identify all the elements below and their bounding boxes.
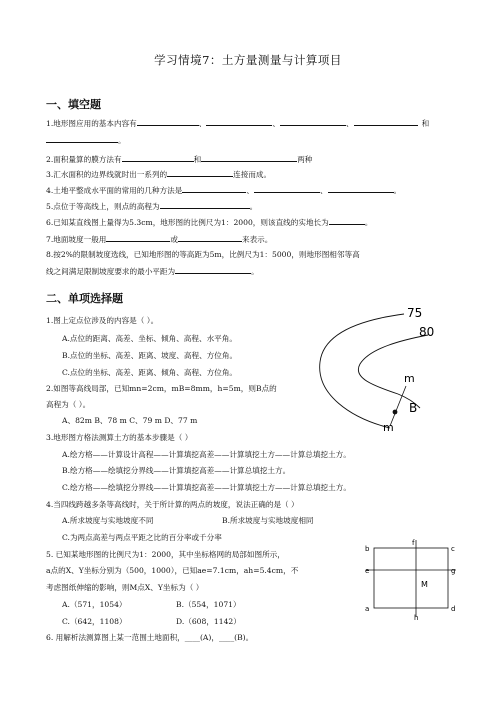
end-mark: 。 (118, 136, 126, 145)
q8-text-cont: 线之间满足限制坡度要求的最小平距为 (46, 267, 176, 276)
mc-question-4: 4.当四线跨越多条等高线时，关于所计算的两点的坡度，说法正确的是（ ） (46, 500, 299, 509)
mc-q1-option-a: A.点位的距离、高差、坐标、倾角、高程、水平角。 (62, 334, 237, 343)
blank[interactable] (167, 168, 233, 177)
question-4 (46, 184, 401, 196)
blank[interactable] (46, 134, 118, 143)
mc-q4-option-a: A.所求坡度与实地坡度不同 (62, 516, 154, 525)
q2-text-end: 两种 (297, 155, 313, 164)
label-h: h (414, 614, 419, 620)
q2-text: 2.面积量算的膜方法有 (46, 155, 122, 164)
q3-text-end: 连接而成。 (233, 170, 272, 179)
blank[interactable] (206, 117, 272, 126)
mc-q5-option-b: B.（554，1071） (176, 600, 241, 609)
label-c: c (451, 545, 455, 553)
contour-80 (358, 335, 428, 408)
and-text: 和 (193, 155, 202, 164)
separator: 、 (246, 186, 254, 195)
label-m: M (421, 580, 428, 589)
q1-text: 1.地形图应用的基本内容有 (46, 119, 137, 128)
mc-question-5: 5. 已知某地形图的比例尺为1：2000，其中坐标格网的局部如图所示， (46, 550, 285, 559)
q7-text: 7.地面坡度一般用 (46, 235, 107, 244)
question-1-cont (46, 134, 126, 146)
page-title: 学习情境7：土方量测量与计算项目 (154, 53, 342, 67)
blank[interactable] (106, 233, 170, 242)
mc-q1-option-b: B.点位的坐标、高差、距离、坡度、高程、方位角。 (62, 351, 238, 360)
blank[interactable] (201, 153, 297, 162)
mc-q1-option-c: C.点位的坐标、高差、距离、倾角、高程、方位角。 (62, 368, 238, 377)
question-5 (46, 200, 257, 212)
section-heading-single-choice: 二、单项选择题 (46, 292, 123, 305)
end-mark: 。 (364, 218, 373, 227)
blank[interactable] (122, 153, 194, 162)
blank[interactable] (178, 233, 242, 242)
q3-text: 3.汇水面积的边界线就时出一系列的 (46, 170, 168, 179)
end-mark: 。 (393, 186, 402, 195)
grid-square (374, 548, 448, 608)
mc-q2-options: A、82m B、78 m C、79 m D、77 m (62, 416, 198, 425)
blank[interactable] (160, 200, 250, 209)
question-7 (46, 233, 272, 245)
mc-q3-option-c: C.绘方格——绘填挖分界线——计算填挖高差——计算填挖土方——计算总填挖土方。 (62, 483, 351, 492)
question-2 (46, 153, 312, 165)
question-1 (46, 117, 429, 129)
blank[interactable] (354, 117, 418, 126)
or-text: 或 (170, 235, 178, 244)
blank[interactable] (137, 117, 199, 126)
mc-q3-option-b: B.绘方格——绘填挖分界线——计算填挖高差——计算总填挖土方。 (62, 466, 291, 475)
mc-q5-option-a: A.（571，1054） (62, 600, 127, 609)
label-b: B (409, 401, 418, 415)
and-text: 和 (421, 119, 430, 128)
grid-figure (362, 538, 458, 620)
q7-text-end: 来表示。 (242, 235, 273, 244)
question-6 (46, 216, 372, 228)
end-mark: 。 (251, 267, 259, 276)
label-75: 75 (407, 306, 423, 320)
blank[interactable] (329, 216, 365, 225)
label-d: d (451, 605, 456, 613)
q6-text: 6.已知某直线图上量得为5.3cm，地形图的比例尺为1：2000，则该直线的实地长为 (46, 218, 329, 227)
question-8 (46, 250, 360, 260)
mc-q5-option-c: C.（642，1108） (62, 617, 127, 626)
mc-q5-option-d: D.（608，1142） (176, 617, 241, 626)
mc-question-5-cont1: a点的X、Y坐标分别为（500，1000），已知ae=7.1cm，ah=5.4cm，不 (46, 566, 299, 575)
label-m-bottom: m (383, 421, 394, 434)
blank[interactable] (280, 117, 346, 126)
separator: 、 (198, 119, 207, 128)
label-m-top: m (404, 372, 415, 385)
contour-figure (316, 302, 446, 434)
blank[interactable] (182, 184, 246, 193)
mc-question-1: 1.图上定点位涉及的内容是（ ）。 (46, 316, 159, 325)
mc-q4-option-c: C.为两点高差与两点平距之比的百分率或千分率 (62, 533, 222, 542)
label-g: g (451, 567, 456, 575)
mc-question-2: 2.如图等高线局部，已知mn=2cm，mB=8mm，h=5m，则B点的 (46, 384, 277, 393)
point-b-marker (393, 410, 398, 415)
label-80: 80 (419, 325, 435, 339)
q8-text: 8.按2%的限制坡度选线，已知地形图的等高距为5m，比例尺为1：5000，则地形图相邻等高 (46, 250, 360, 259)
label-b: b (365, 545, 370, 553)
mc-question-3: 3.地形图方格法测算土方的基本步骤是（ ） (46, 433, 193, 442)
end-mark: 。 (249, 202, 258, 211)
question-8-cont (46, 265, 259, 277)
mc-question-2-cont: 高程为（ ）。 (46, 400, 91, 409)
separator: 、 (272, 119, 280, 128)
question-3 (46, 168, 271, 180)
mc-question-6: 6. 用解析法测算图上某一范围土地面积，____(A)，____(B)。 (46, 633, 254, 642)
separator: 、 (319, 186, 328, 195)
blank[interactable] (328, 184, 394, 193)
blank[interactable] (175, 265, 251, 274)
mc-q4-option-b: B.所求坡度与实地坡度相同 (222, 516, 314, 525)
section-heading-fill-blank: 一、填空题 (46, 98, 101, 111)
label-e: e (365, 567, 370, 575)
blank[interactable] (254, 184, 320, 193)
separator: 、 (345, 119, 354, 128)
mc-question-5-cont2: 考虑图纸伸缩的影响，则M点X、Y坐标为（ ） (46, 583, 204, 592)
q4-text: 4.土地平整成水平面的常用的几种方法是 (46, 186, 183, 195)
mc-q3-option-a: A.绘方格——计算设计高程——计算填挖高差——计算填挖土方——计算总填挖土方。 (62, 450, 351, 459)
label-f: f (412, 539, 415, 547)
q5-text: 5.点位于等高线上，则点的高程为 (46, 202, 160, 211)
contour-75 (320, 314, 404, 428)
label-a: a (365, 605, 370, 613)
